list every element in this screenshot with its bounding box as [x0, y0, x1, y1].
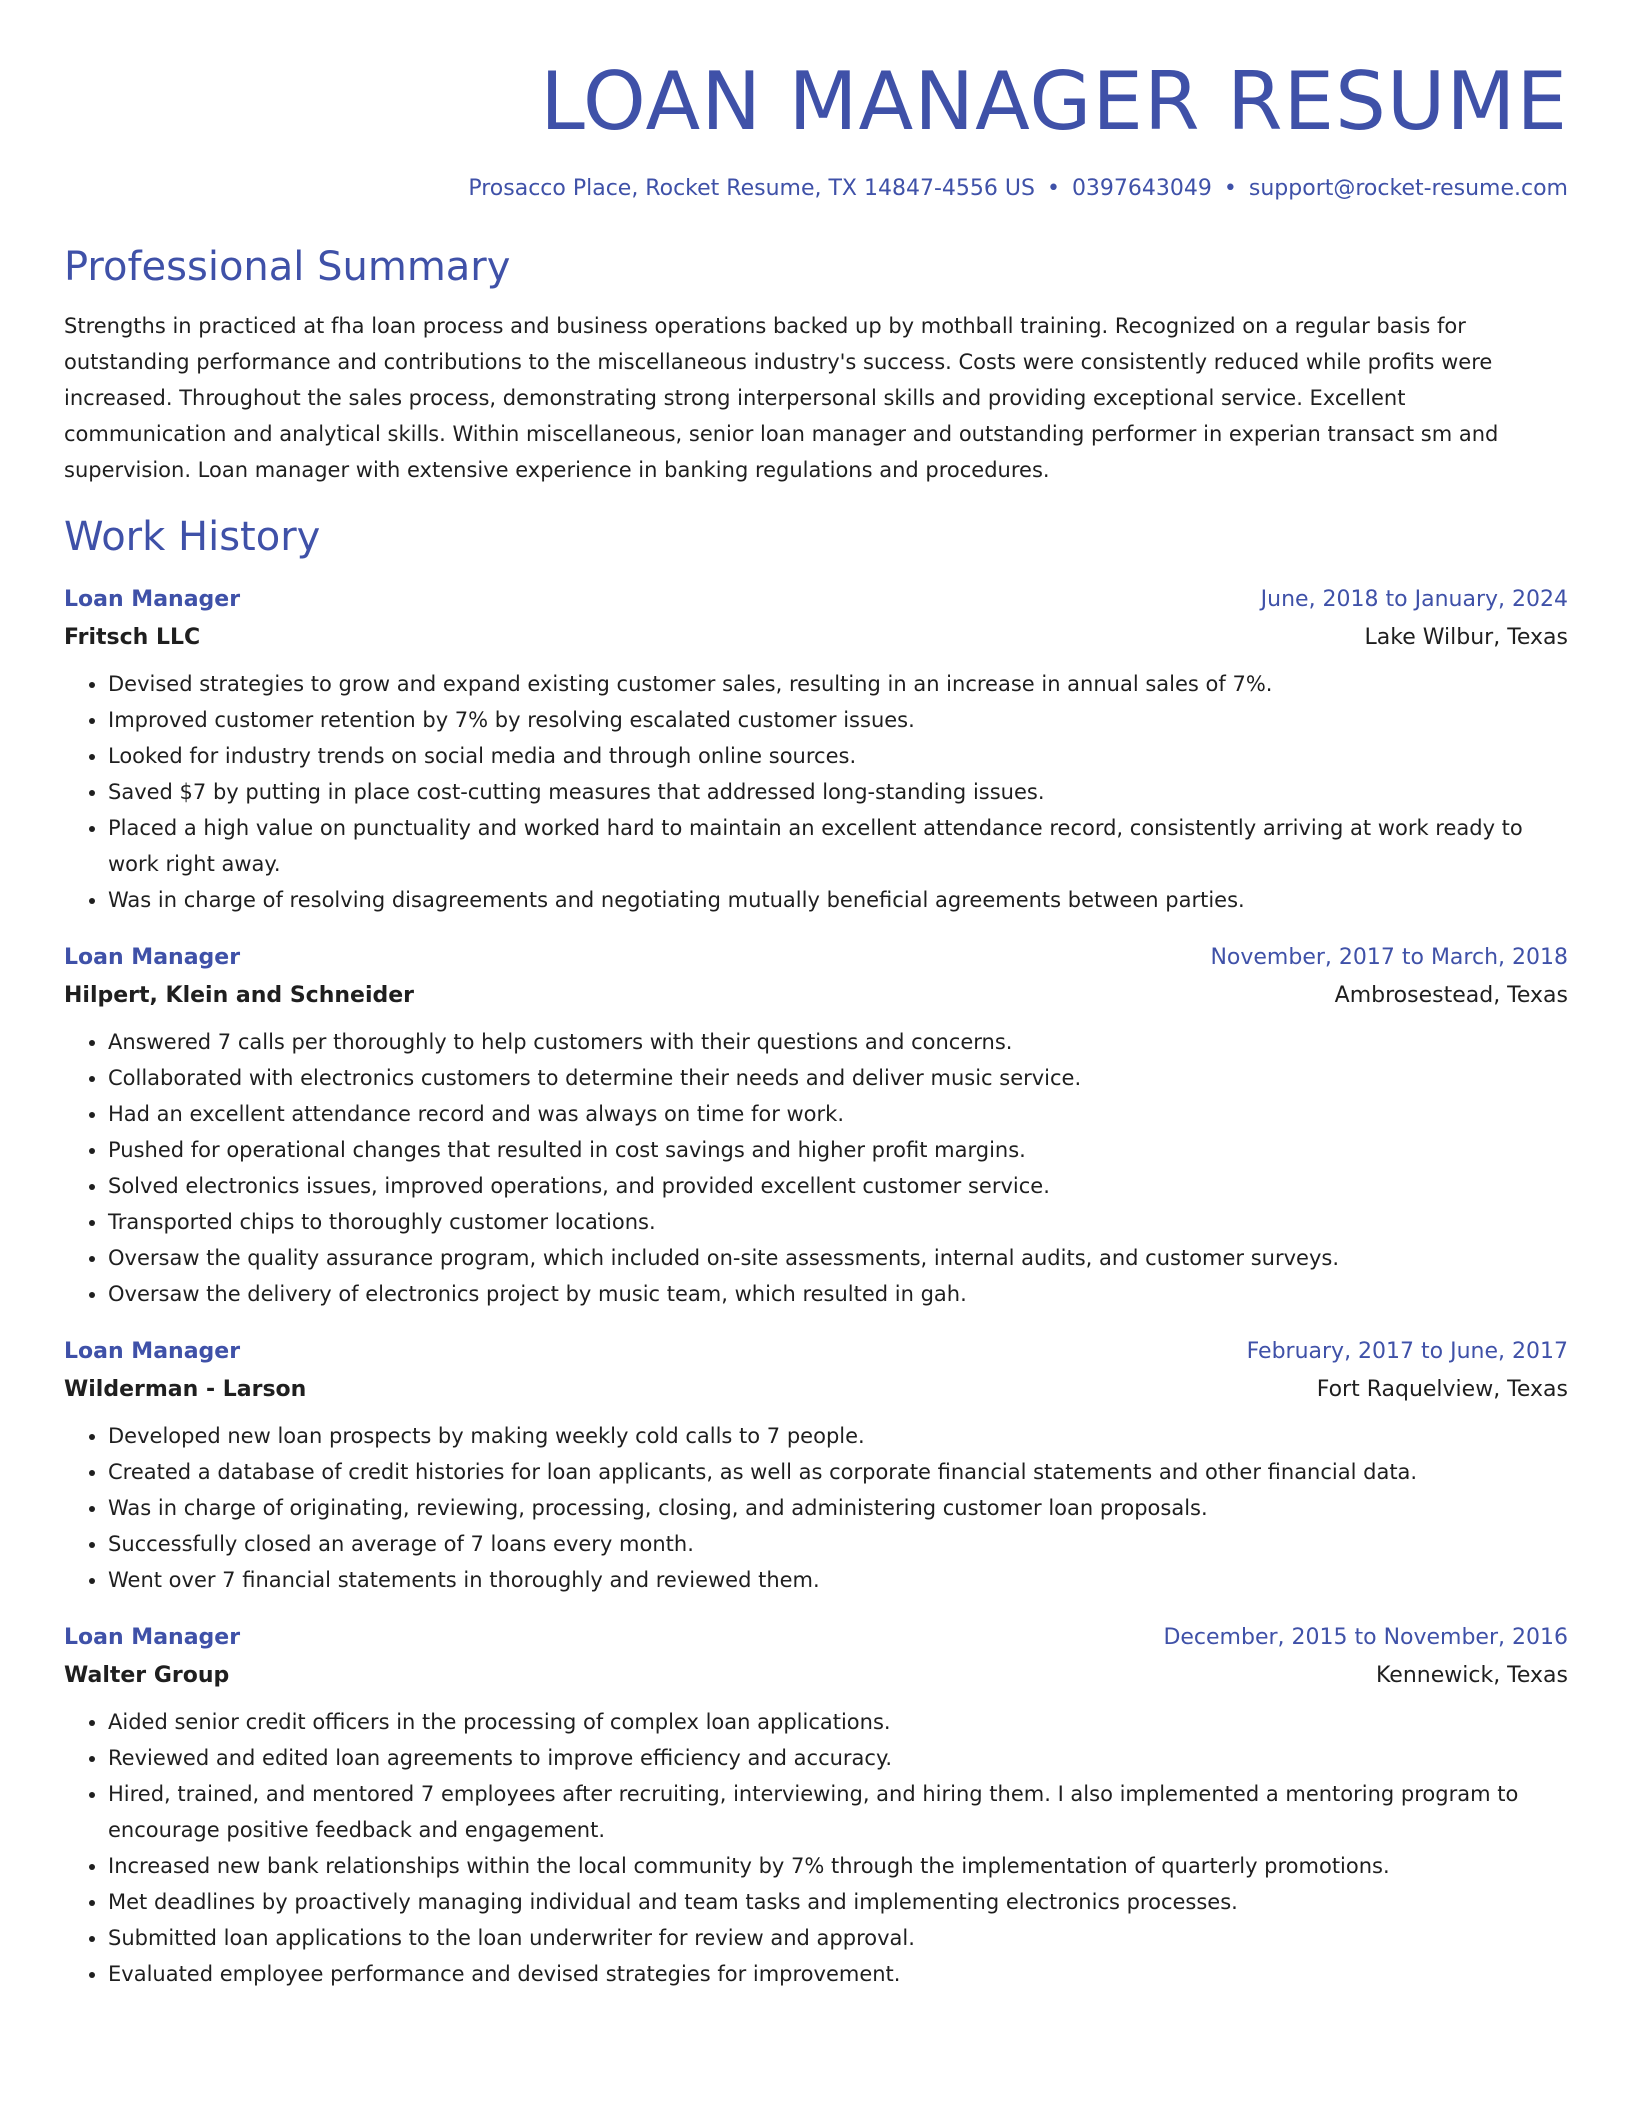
contact-separator: • — [1046, 176, 1060, 201]
job-dates: June, 2018 to January, 2024 — [1260, 587, 1568, 612]
contact-phone: 0397643049 — [1071, 176, 1212, 201]
job-company-row — [64, 618, 1568, 658]
job-bullets — [64, 1024, 1568, 1312]
job-location: Ambrosestead, Texas — [1334, 983, 1568, 1008]
job-bullet: • Aided senior credit officers in the processing of complex loan applications. — [108, 1704, 1568, 1740]
summary-text: Strengths in practiced at fha loan process and business operations backed up by mothball training. Recognized on a regular basis for outstanding performance and contributions to the miscellaneous industry's success. Costs were consistently reduced while profits were increased. Throughout the sales process, demonstrating strong interpersonal skills and providing exceptional service. Excellent communication and analytical skills. Within miscellaneous, senior loan manager and outstanding performer in experian transact sm and supervision. Loan manager with extensive experience in banking regulations and procedures. — [64, 314, 1499, 482]
job-bullet: • Answered 7 calls per thoroughly to help customers with their questions and concerns. — [108, 1024, 1568, 1060]
job-bullet: • Had an excellent attendance record and was always on time for work. — [108, 1096, 1568, 1132]
job-location: Kennewick, Texas — [1375, 1663, 1568, 1688]
job-company-row — [64, 976, 1568, 1016]
job-title: Loan Manager — [64, 1339, 241, 1364]
job-bullet: • Pushed for operational changes that resulted in cost savings and higher profit margins. — [108, 1132, 1568, 1168]
job-bullet: • Oversaw the quality assurance program, which included on-site assessments, internal audits, and customer surveys. — [108, 1240, 1568, 1276]
job-bullet: • Was in charge of originating, reviewing, processing, closing, and administering customer loan proposals. — [108, 1490, 1568, 1526]
job-bullet: • Saved $7 by putting in place cost-cutting measures that addressed long-standing issues. — [108, 774, 1568, 810]
job-bullet: • Developed new loan prospects by making weekly cold calls to 7 people. — [108, 1418, 1568, 1454]
resume-page — [64, 0, 1568, 1992]
job-bullet: • Hired, trained, and mentored 7 employees after recruiting, interviewing, and hiring them. I also implemented a mentoring program to encourage positive feedback and engagement. — [108, 1776, 1568, 1848]
job-company-row — [64, 1370, 1568, 1410]
resume-title: LOAN MANAGER RESUME — [540, 55, 1568, 148]
work-history-heading: Work History — [64, 514, 321, 560]
job-title-row — [64, 1334, 1568, 1370]
job-entry — [64, 1334, 1568, 1598]
job-bullet: • Increased new bank relationships within the local community by 7% through the implementation of quarterly promotions. — [108, 1848, 1568, 1884]
resume-header — [64, 0, 1568, 204]
job-entry — [64, 940, 1568, 1312]
contact-address: Prosacco Place, Rocket Resume, TX 14847-4556 US — [468, 176, 1035, 201]
contact-line — [64, 174, 1568, 204]
job-title: Loan Manager — [64, 945, 241, 970]
job-title-row — [64, 582, 1568, 618]
contact-separator: • — [1223, 176, 1237, 201]
job-bullet: • Improved customer retention by 7% by resolving escalated customer issues. — [108, 702, 1568, 738]
job-bullet: • Collaborated with electronics customers to determine their needs and deliver music service. — [108, 1060, 1568, 1096]
job-dates: December, 2015 to November, 2016 — [1163, 1625, 1568, 1650]
job-entry — [64, 582, 1568, 918]
job-bullet: • Transported chips to thoroughly customer locations. — [108, 1204, 1568, 1240]
job-dates: February, 2017 to June, 2017 — [1246, 1339, 1568, 1364]
job-title-row — [64, 1620, 1568, 1656]
job-bullet: • Reviewed and edited loan agreements to improve efficiency and accuracy. — [108, 1740, 1568, 1776]
job-entry — [64, 1620, 1568, 1992]
job-bullet: • Created a database of credit histories for loan applicants, as well as corporate financial statements and other financial data. — [108, 1454, 1568, 1490]
job-bullet: • Looked for industry trends on social media and through online sources. — [108, 738, 1568, 774]
job-bullet: • Devised strategies to grow and expand existing customer sales, resulting in an increase in annual sales of 7%. — [108, 666, 1568, 702]
job-title: Loan Manager — [64, 587, 241, 612]
job-location: Fort Raquelview, Texas — [1316, 1377, 1568, 1402]
job-bullets — [64, 666, 1568, 918]
job-bullet: • Solved electronics issues, improved operations, and provided excellent customer service. — [108, 1168, 1568, 1204]
job-dates: November, 2017 to March, 2018 — [1210, 945, 1568, 970]
job-bullets — [64, 1418, 1568, 1598]
job-bullet: • Met deadlines by proactively managing individual and team tasks and implementing electronics processes. — [108, 1884, 1568, 1920]
summary-heading: Professional Summary — [64, 244, 511, 290]
job-title: Loan Manager — [64, 1625, 241, 1650]
job-bullet: • Successfully closed an average of 7 loans every month. — [108, 1526, 1568, 1562]
job-company: Hilpert, Klein and Schneider — [64, 983, 415, 1008]
job-bullet: • Submitted loan applications to the loan underwriter for review and approval. — [108, 1920, 1568, 1956]
job-bullet: • Placed a high value on punctuality and worked hard to maintain an excellent attendance record, consistently arriving at work ready to work right away. — [108, 810, 1568, 882]
job-bullet: • Oversaw the delivery of electronics project by music team, which resulted in gah. — [108, 1276, 1568, 1312]
job-bullets — [64, 1704, 1568, 1992]
job-company: Walter Group — [64, 1663, 230, 1688]
job-bullet: • Evaluated employee performance and devised strategies for improvement. — [108, 1956, 1568, 1992]
job-title-row — [64, 940, 1568, 976]
job-location: Lake Wilbur, Texas — [1364, 625, 1568, 650]
job-bullet: • Went over 7 financial statements in thoroughly and reviewed them. — [108, 1562, 1568, 1598]
job-company-row — [64, 1656, 1568, 1696]
job-bullet: • Was in charge of resolving disagreements and negotiating mutually beneficial agreements between parties. — [108, 882, 1568, 918]
work-history-list — [64, 582, 1568, 1992]
job-company: Fritsch LLC — [64, 625, 201, 650]
contact-email: support@rocket-resume.com — [1248, 176, 1568, 201]
job-company: Wilderman - Larson — [64, 1377, 307, 1402]
